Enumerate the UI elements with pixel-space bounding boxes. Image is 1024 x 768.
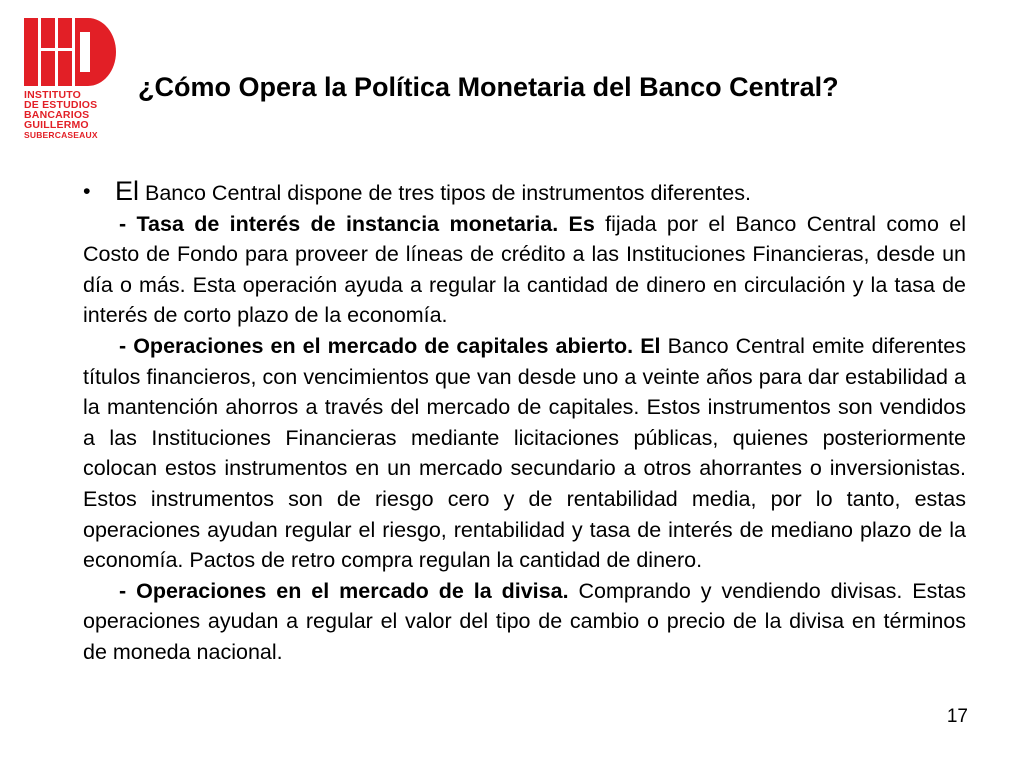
page-number: 17 <box>946 706 968 727</box>
instrument-heading: - Tasa de interés de instancia monetaria. Es <box>119 211 595 236</box>
slide-title: ¿Cómo Opera la Política Monetaria del Banco Central? <box>138 72 839 102</box>
instrument-item <box>83 331 966 576</box>
instrument-item <box>83 576 966 668</box>
instrument-text: fijada por el Banco Central como el Costo de Fondo para proveer de líneas de crédito a las Instituciones Financieras, desde un día o más. Esta operación ayuda a regular la cantidad de dinero en circulación y la tasa de interés de corto plazo de la economía. <box>83 211 966 328</box>
bullet-lead: El <box>115 176 140 206</box>
logo-mark-icon <box>24 18 116 86</box>
institute-logo <box>24 18 116 140</box>
logo-line: INSTITUTO <box>24 89 82 101</box>
slide-body <box>83 176 966 668</box>
logo-line: SUBERCASEAUX <box>24 130 98 140</box>
instrument-heading: - Operaciones en el mercado de la divisa. <box>119 578 569 603</box>
instrument-heading: - Operaciones en el mercado de capitales abierto. El <box>119 333 661 358</box>
logo-line: BANCARIOS <box>24 109 90 121</box>
instrument-text: Banco Central emite diferentes títulos financieros, con vencimientos que van desde uno a veinte años para dar estabilidad a la mantención ahorros a través del mercado de capitales. Estos instrumentos son vendidos a las Instituciones Financieras mediante licitaciones públicas, quienes posteriormente colocan estos instrumentos en un mercado secundario a otros ahorrantes o inversionistas. Estos instrumentos son de riesgo cero y de rentabilidad media, por lo tanto, estas operaciones ayudan regular el riesgo, rentabilidad y tasa de interés de mediano plazo de la economía. Pactos de retro compra regulan la cantidad de dinero. <box>83 333 966 573</box>
logo-line: GUILLERMO <box>24 119 89 131</box>
instrument-item <box>83 209 966 331</box>
bullet-intro <box>83 176 966 209</box>
instrument-text: Comprando y vendiendo divisas. Estas operaciones ayudan a regular el valor del tipo de cambio o precio de la divisa en términos de moneda nacional. <box>83 578 966 664</box>
bullet-text: Banco Central dispone de tres tipos de instrumentos diferentes. <box>139 181 751 205</box>
bullet-icon: • <box>83 179 91 203</box>
logo-line: DE ESTUDIOS <box>24 99 98 111</box>
logo-text <box>24 90 116 140</box>
